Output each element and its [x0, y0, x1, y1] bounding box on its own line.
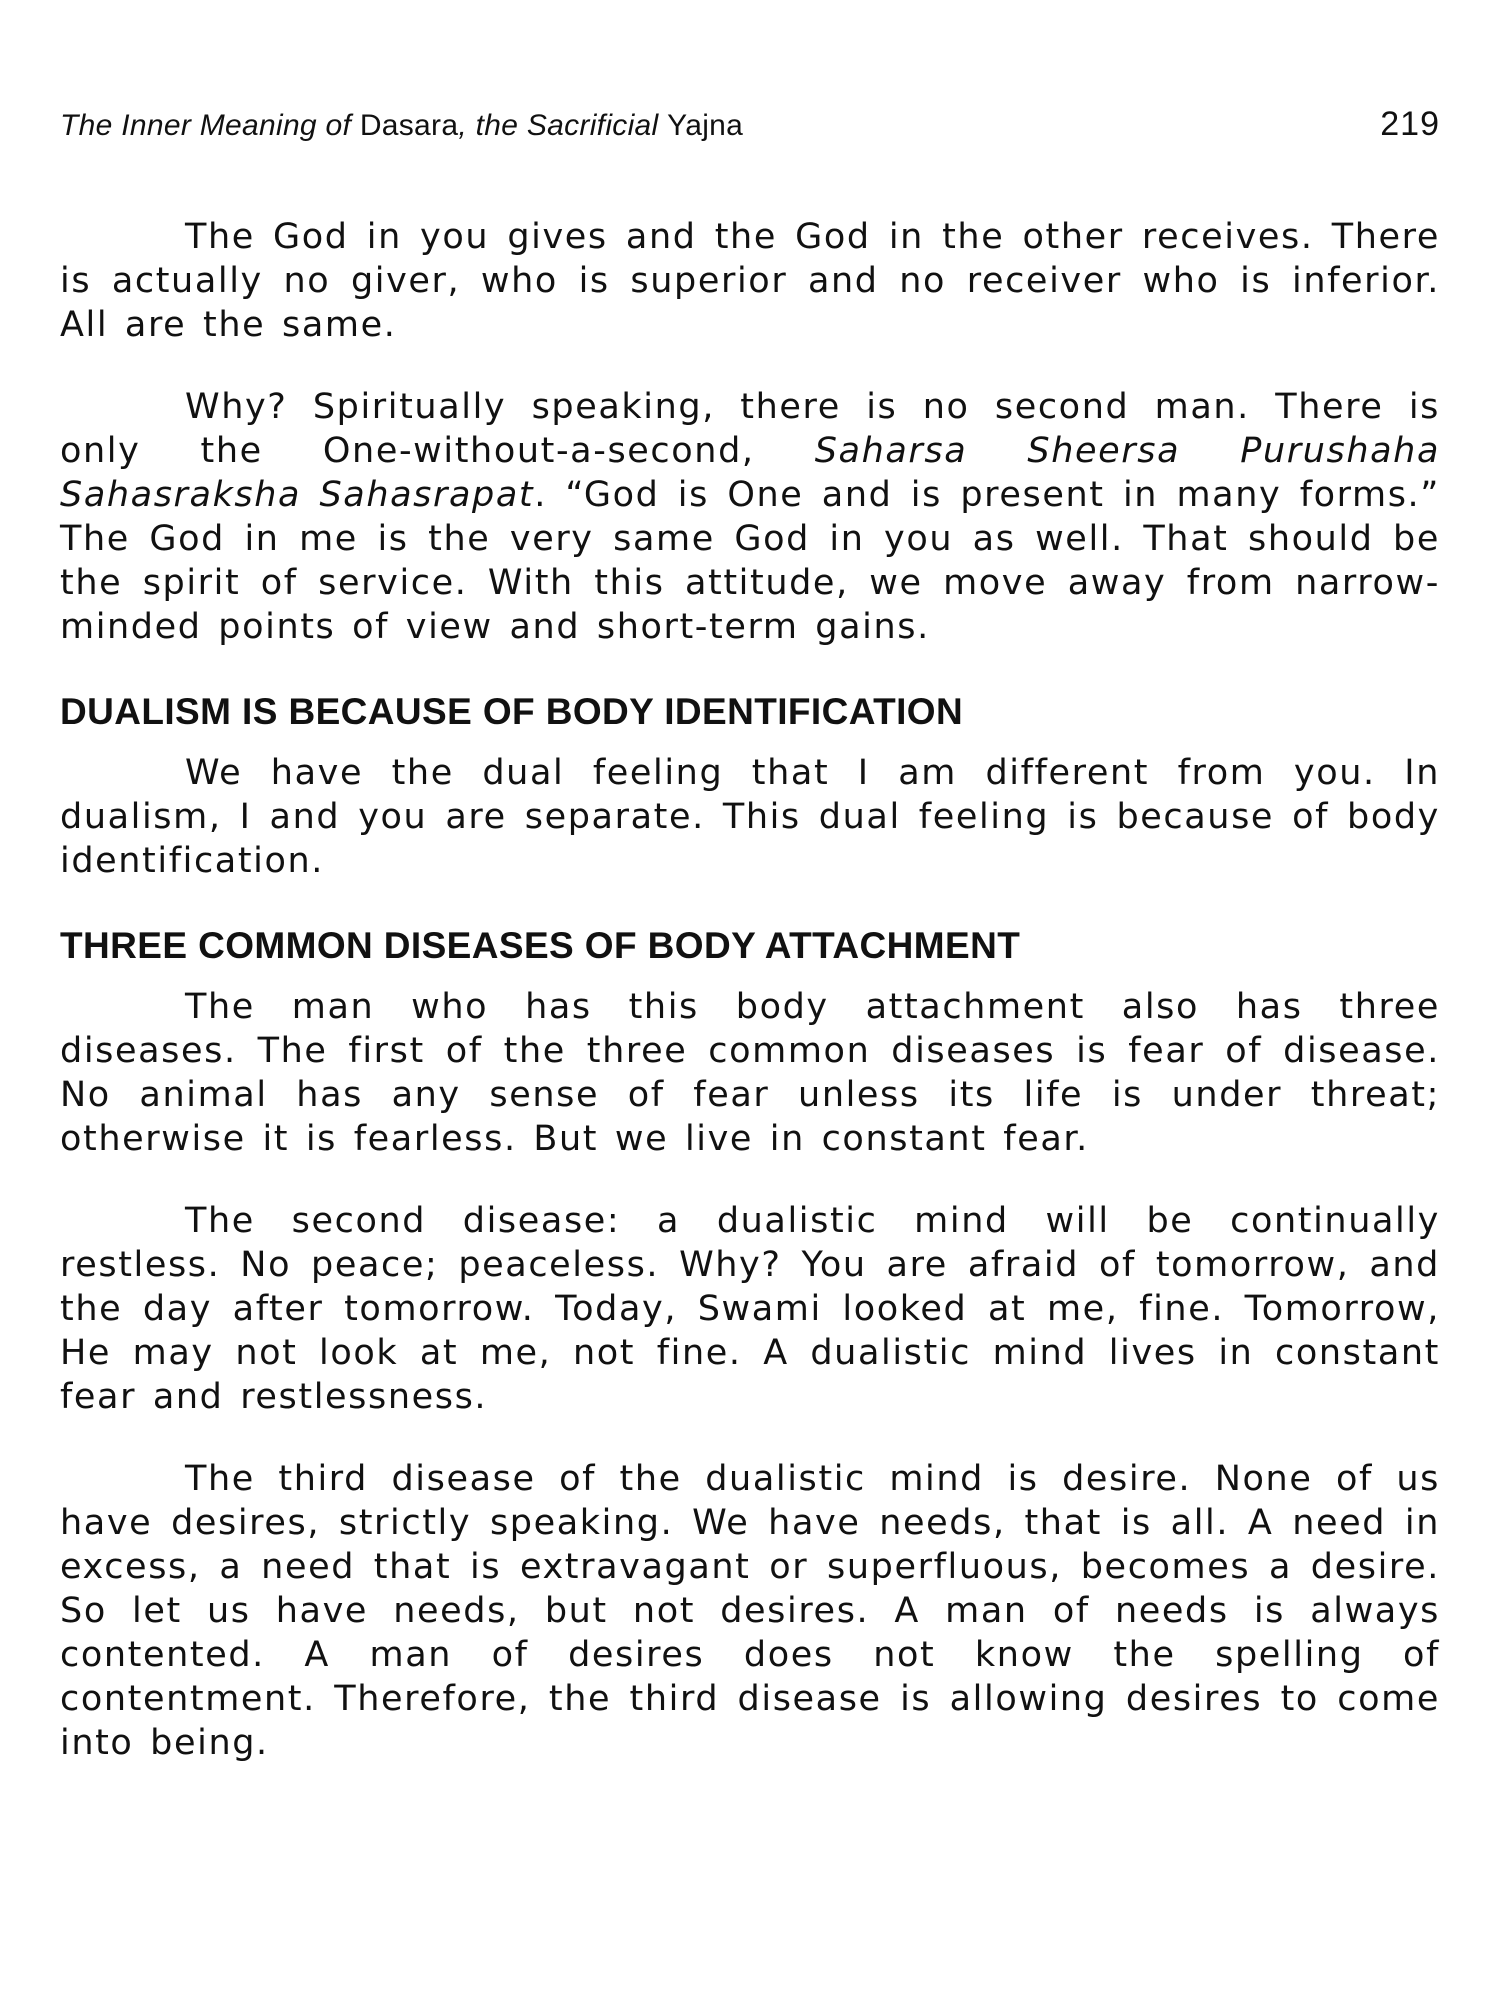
running-title [60, 109, 743, 143]
paragraph-god-gives: The God in you gives and the God in the other receives. There is actually no giver, who is superior and no receiver who is inferior. All are the same. [60, 217, 1440, 345]
paragraph-spiritually-speaking [60, 385, 1440, 649]
paragraph-dual-feeling: We have the dual feeling that I am different from you. In dualism, I and you are separate. This dual feeling is because of body identification. [60, 753, 1440, 881]
section-heading-three-diseases: THREE COMMON DISEASES OF BODY ATTACHMENT [60, 925, 1021, 966]
paragraph-second-disease: The second disease: a dualistic mind will be continually restless. No peace; peaceless. Why? You are afraid of tomorrow, and the day after tomorrow. Today, Swami looked at me, fine. Tomorrow, He may not look at me, not fine. A dualistic mind lives in constant fear and restlessness. [60, 1201, 1440, 1417]
running-title-italic-1: The Inner Meaning of [60, 109, 360, 142]
book-page [60, 105, 1440, 1803]
sanskrit-phrase: Saharsa Sheersa Purushaha Sahasraksha Sahasrapat [60, 431, 1440, 515]
running-header [60, 105, 1440, 165]
paragraph-first-disease: The man who has this body attachment also has three diseases. The first of the three common diseases is fear of disease. No animal has any sense of fear unless its life is under threat; otherwise it is fearless. But we live in constant fear. [60, 987, 1440, 1159]
page-number: 219 [1380, 105, 1440, 143]
paragraph-text: Why? Spiritually speaking, there is no second man. There is only the One-without-a-second, [60, 387, 1440, 471]
section-heading-dualism: DUALISM IS BECAUSE OF BODY IDENTIFICATION [60, 691, 964, 732]
running-title-word-dasara: Dasara [359, 109, 459, 142]
paragraph-third-disease: The third disease of the dualistic mind is desire. None of us have desires, strictly speaking. We have needs, that is all. A need in excess, a need that is extravagant or superfluous, becomes a desire. So let us have needs, but not desires. A man of needs is always contented. A man of desires does not know the spelling of contentment. Therefore, the third disease is allowing desires to come into being. [60, 1459, 1440, 1763]
paragraph-text: . “God is One and is present in many forms.” The God in me is the very same God in you as well. That should be the spirit of service. With this attitude, we move away from narrow-minded points of view and short-term gains. [60, 475, 1440, 647]
running-title-italic-2: , the Sacrificial [458, 109, 668, 142]
running-title-word-yajna: Yajna [667, 109, 744, 142]
